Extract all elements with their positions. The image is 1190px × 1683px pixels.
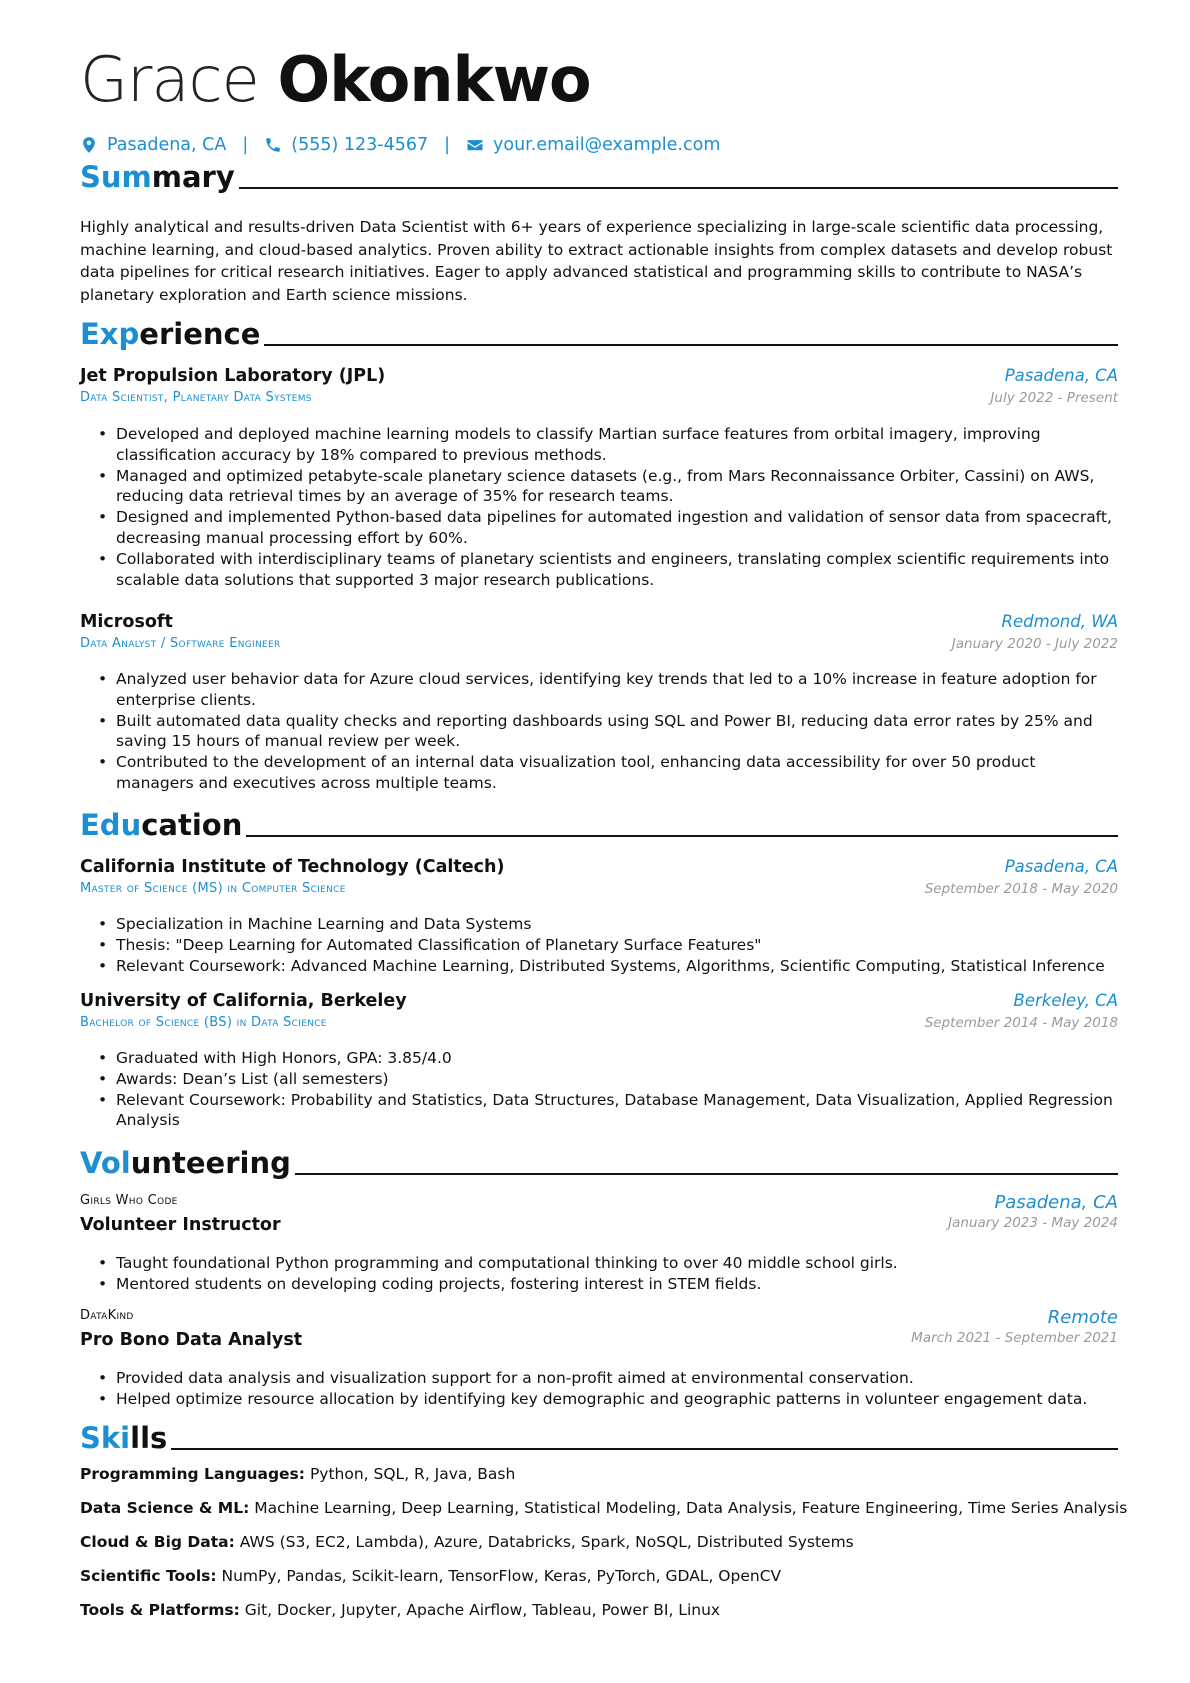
list-item: • Managed and optimized petabyte-scale planetary science datasets (e.g., from Mars Reconnaissance Orbiter, Cassini) on AWS, reducing data retrieval times by an average of 35% for research teams.	[98, 466, 1118, 508]
skill-value: Git, Docker, Jupyter, Apache Airflow, Tableau, Power BI, Linux	[244, 1601, 721, 1619]
list-item: • Provided data analysis and visualization support for a non-profit aimed at environmental conservation.	[98, 1368, 1118, 1389]
skill-label: Tools & Platforms:	[80, 1601, 240, 1619]
contact-separator: |	[242, 135, 249, 155]
section-title: Volunteering	[80, 1146, 291, 1180]
skill-label: Data Science & ML:	[80, 1499, 250, 1517]
experience-bullets-microsoft	[98, 669, 1118, 794]
list-item: • Awards: Dean’s List (all semesters)	[98, 1069, 1118, 1090]
volunteer-role: Pro Bono Data Analyst	[80, 1330, 303, 1350]
section-rule	[246, 835, 1118, 837]
job-location: Pasadena, CA	[1004, 366, 1118, 385]
skill-label: Cloud & Big Data:	[80, 1533, 235, 1551]
job-dates: July 2022 - Present	[990, 390, 1118, 406]
volunteer-location: Pasadena, CA	[994, 1192, 1118, 1213]
job-title: Data Analyst / Software Engineer	[80, 636, 281, 651]
skill-row	[80, 1565, 1118, 1587]
experience-entry-jpl	[80, 364, 1118, 408]
email-text: your.email@example.com	[493, 135, 721, 155]
skill-label: Programming Languages:	[80, 1465, 305, 1483]
skill-row	[80, 1463, 1118, 1485]
section-title: Education	[80, 808, 243, 842]
experience-entry-microsoft	[80, 610, 1118, 654]
list-item: • Relevant Coursework: Advanced Machine Learning, Distributed Systems, Algorithms, Scientific Computing, Statistical Inference	[98, 956, 1118, 977]
experience-bullets-jpl	[98, 424, 1118, 590]
list-item: • Graduated with High Honors, GPA: 3.85/4.0	[98, 1048, 1118, 1069]
job-location: Redmond, WA	[1001, 612, 1118, 631]
school-dates: September 2018 - May 2020	[924, 881, 1118, 897]
degree-name: Bachelor of Science (BS) in Data Science	[80, 1015, 327, 1030]
section-title: Experience	[80, 317, 261, 351]
degree-name: Master of Science (MS) in Computer Science	[80, 881, 346, 896]
skill-row	[80, 1531, 1118, 1553]
envelope-icon	[466, 136, 484, 154]
contact-separator: |	[444, 135, 451, 155]
list-item: • Contributed to the development of an internal data visualization tool, enhancing data accessibility for over 50 product managers and executives across multiple teams.	[98, 752, 1118, 794]
organization-name: DataKind	[80, 1308, 134, 1323]
section-experience-heading	[80, 312, 1118, 352]
candidate-name	[80, 44, 591, 116]
list-item: • Designed and implemented Python-based data pipelines for automated ingestion and validation of sensor data from spacecraft, decreasing manual processing effort by 60%.	[98, 507, 1118, 549]
education-entry-caltech	[80, 855, 1118, 899]
volunteering-bullets-datakind	[98, 1368, 1118, 1410]
volunteering-bullets-gwc	[98, 1253, 1118, 1295]
contact-location	[80, 135, 226, 155]
list-item: • Relevant Coursework: Probability and Statistics, Data Structures, Database Management, Data Visualization, Applied Regression Analysis	[98, 1090, 1118, 1132]
section-summary-heading	[80, 155, 1118, 195]
volunteering-entry-gwc	[80, 1191, 1118, 1237]
first-name: Grace	[80, 43, 259, 116]
section-skills-heading	[80, 1416, 1118, 1456]
list-item: • Developed and deployed machine learning models to classify Martian surface features from orbital imagery, improving classification accuracy by 18% compared to previous methods.	[98, 424, 1118, 466]
list-item: • Helped optimize resource allocation by identifying key demographic and geographic patterns in volunteer engagement data.	[98, 1389, 1118, 1410]
skill-value: Machine Learning, Deep Learning, Statistical Modeling, Data Analysis, Feature Engineering, Time Series Analysis	[254, 1499, 1128, 1517]
school-name: University of California, Berkeley	[80, 991, 407, 1011]
school-name: California Institute of Technology (Caltech)	[80, 857, 505, 877]
list-item: • Built automated data quality checks and reporting dashboards using SQL and Power BI, reducing data error rates by 25% and saving 15 hours of manual review per week.	[98, 711, 1118, 753]
contact-email[interactable]	[466, 135, 720, 155]
section-rule	[295, 1173, 1118, 1175]
location-text: Pasadena, CA	[107, 135, 227, 155]
volunteer-dates: March 2021 - September 2021	[911, 1330, 1118, 1346]
map-pin-icon	[80, 136, 98, 154]
list-item: • Thesis: "Deep Learning for Automated Classification of Planetary Surface Features"	[98, 935, 1118, 956]
education-bullets-berkeley	[98, 1048, 1118, 1131]
skill-label: Scientific Tools:	[80, 1567, 217, 1585]
list-item: • Mentored students on developing coding projects, fostering interest in STEM fields.	[98, 1274, 1118, 1295]
company-name: Microsoft	[80, 612, 173, 632]
organization-name: Girls Who Code	[80, 1193, 178, 1208]
job-title: Data Scientist, Planetary Data Systems	[80, 390, 312, 405]
section-volunteering-heading	[80, 1141, 1118, 1181]
list-item: • Collaborated with interdisciplinary teams of planetary scientists and engineers, translating complex scientific requirements into scalable data solutions that supported 3 major research publications.	[98, 549, 1118, 591]
section-rule	[239, 187, 1118, 189]
skill-value: AWS (S3, EC2, Lambda), Azure, Databricks, Spark, NoSQL, Distributed Systems	[239, 1533, 854, 1551]
last-name: Okonkwo	[277, 43, 591, 116]
company-name: Jet Propulsion Laboratory (JPL)	[80, 366, 386, 386]
skill-value: NumPy, Pandas, Scikit-learn, TensorFlow, Keras, PyTorch, GDAL, OpenCV	[221, 1567, 782, 1585]
phone-text: (555) 123-4567	[291, 135, 429, 155]
education-entry-berkeley	[80, 989, 1118, 1033]
volunteering-entry-datakind	[80, 1306, 1118, 1352]
phone-icon	[264, 136, 282, 154]
volunteer-role: Volunteer Instructor	[80, 1215, 281, 1235]
summary-text: Highly analytical and results-driven Data Scientist with 6+ years of experience specializing in large-scale scientific data processing, machine learning, and cloud-based analytics. Proven ability to extract actionable insights from complex datasets and develop robust data pipelines for critical research initiatives. Eager to apply advanced statistical and programming skills to contribute to NASA’s planetary exploration and Earth science missions.	[80, 218, 1113, 304]
volunteer-dates: January 2023 - May 2024	[948, 1215, 1118, 1231]
section-title: Summary	[80, 160, 235, 194]
contact-phone[interactable]	[264, 135, 428, 155]
skill-value: Python, SQL, R, Java, Bash	[309, 1465, 516, 1483]
school-dates: September 2014 - May 2018	[924, 1015, 1118, 1031]
list-item: • Taught foundational Python programming and computational thinking to over 40 middle school girls.	[98, 1253, 1118, 1274]
list-item: • Specialization in Machine Learning and Data Systems	[98, 914, 1118, 935]
skill-row	[80, 1599, 1118, 1621]
section-education-heading	[80, 803, 1118, 843]
section-rule	[264, 344, 1118, 346]
job-dates: January 2020 - July 2022	[951, 636, 1118, 652]
section-title: Skills	[80, 1421, 168, 1455]
list-item: • Analyzed user behavior data for Azure cloud services, identifying key trends that led to a 10% increase in feature adoption for enterprise clients.	[98, 669, 1118, 711]
volunteer-location: Remote	[1047, 1307, 1118, 1328]
school-location: Pasadena, CA	[1004, 857, 1118, 876]
education-bullets-caltech	[98, 914, 1118, 976]
section-rule	[171, 1448, 1118, 1450]
skill-row	[80, 1497, 1128, 1519]
school-location: Berkeley, CA	[1013, 991, 1118, 1010]
